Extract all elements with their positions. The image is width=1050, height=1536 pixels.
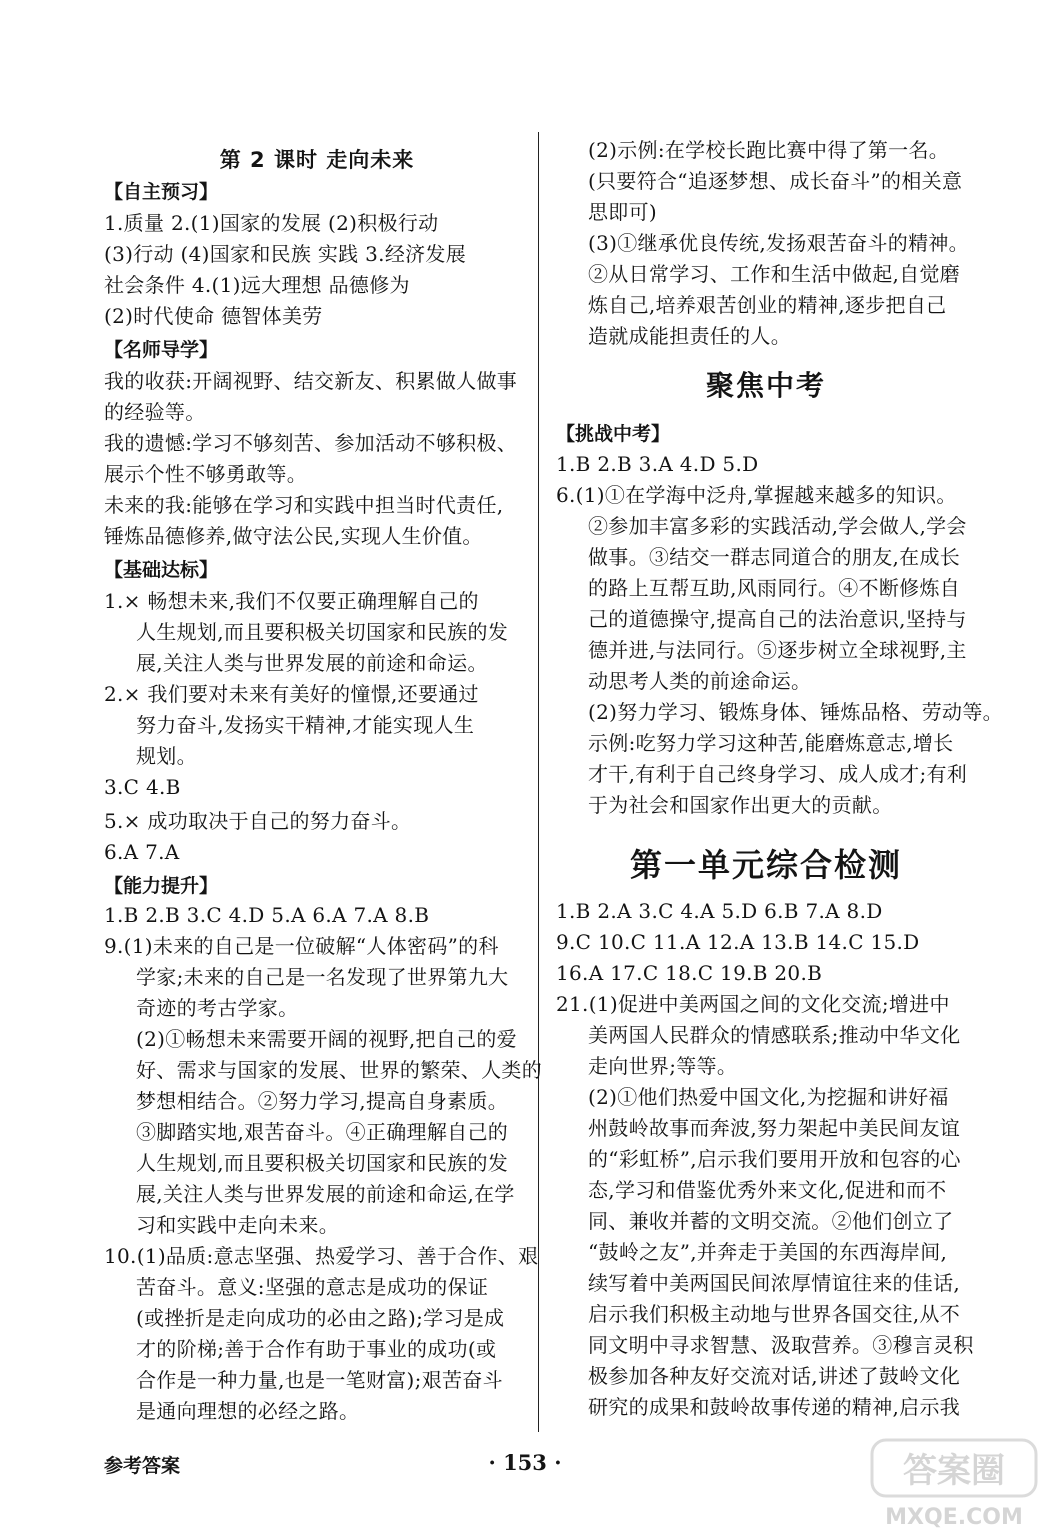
text-line: 于为社会和国家作出更大的贡献。	[588, 793, 893, 817]
unit-test-heading: 第一单元综合检测	[629, 846, 902, 884]
text-line: 思即可)	[588, 200, 658, 224]
page-number: · 153 ·	[488, 1450, 562, 1475]
text-line: 才干,有利于自己终身学习、成人成才;有利	[588, 762, 968, 786]
text-line: 2.× 我们要对未来有美好的憧憬,还要通过	[104, 682, 479, 706]
text-line: 好、需求与国家的发展、世界的繁荣、人类的	[136, 1058, 542, 1082]
focus-exam-heading: 聚焦中考	[705, 369, 826, 402]
text-line: 我的收获:开阔视野、结交新友、积累做人做事	[104, 369, 518, 393]
footer-answer-label: 参考答案	[104, 1455, 181, 1477]
text-line: 展,关注人类与世界发展的前途和命运,在学	[136, 1182, 515, 1206]
text-line: 奇迹的考古学家。	[136, 996, 299, 1020]
text-line: 1.B 2.B 3.C 4.D 5.A 6.A 7.A 8.B	[104, 903, 430, 927]
text-line: (2)示例:在学校长跑比赛中得了第一名。	[588, 138, 950, 162]
text-line: 苦奋斗。意义:坚强的意志是成功的保证	[136, 1275, 489, 1299]
text-line: 才的阶梯;善于合作有助于事业的成功(或	[136, 1337, 497, 1361]
text-line: 16.A 17.C 18.C 19.B 20.B	[556, 961, 823, 985]
text-line: 研究的成果和鼓岭故事传递的精神,启示我	[588, 1395, 961, 1419]
watermark-bottom-text: MXQE.COM	[885, 1505, 1023, 1530]
text-line: 6.(1)①在学海中泛舟,掌握越来越多的知识。	[556, 483, 957, 507]
text-line: 同、兼收并蓄的文明交流。②他们创立了	[588, 1209, 954, 1233]
text-line: (2)①畅想未来需要开阔的视野,把自己的爱	[136, 1027, 517, 1051]
text-line: 态,学习和借鉴优秀外来文化,促进和而不	[588, 1178, 947, 1202]
watermark-top-text: 答案圈	[903, 1451, 1005, 1491]
text-line: (3)行动 (4)国家和民族 实践 3.经济发展	[104, 242, 467, 266]
text-line: 展,关注人类与世界发展的前途和命运。	[136, 651, 488, 675]
section-basic-heading: 【基础达标】	[104, 559, 219, 581]
text-line: 造就成能担责任的人。	[588, 324, 791, 348]
text-line: (3)①继承优良传统,发扬艰苦奋斗的精神。	[588, 231, 969, 255]
lesson-title: 第 2 课时 走向未来	[219, 148, 415, 172]
text-line: 启示我们积极主动地与世界各国交往,从不	[588, 1302, 961, 1326]
text-line: 同文明中寻求智慧、汲取营养。③穆言灵积	[588, 1333, 974, 1357]
text-line: 走向世界;等等。	[588, 1054, 738, 1078]
text-line: 5.× 成功取决于自己的努力奋斗。	[104, 809, 412, 833]
text-line: (只要符合“追逐梦想、成长奋斗”的相关意	[588, 169, 963, 193]
text-line: (2)时代使命 德智体美劳	[104, 304, 323, 328]
section-guide-heading: 【名师导学】	[104, 339, 219, 361]
text-line: 10.(1)品质:意志坚强、热爱学习、善于合作、艰	[104, 1244, 539, 1268]
text-line: 1.B 2.B 3.A 4.D 5.D	[556, 452, 759, 476]
text-line: ②参加丰富多彩的实践活动,学会做人,学会	[588, 514, 967, 538]
text-line: 炼自己,培养艰苦创业的精神,逐步把自己	[588, 293, 947, 317]
text-line: ②从日常学习、工作和生活中做起,自觉磨	[588, 262, 961, 286]
text-line: 习和实践中走向未来。	[136, 1213, 339, 1237]
text-line: 动思考人类的前途命运。	[588, 669, 812, 693]
text-line: 展示个性不够勇敢等。	[104, 462, 307, 486]
text-line: 人生规划,而且要积极关切国家和民族的发	[136, 620, 509, 644]
text-line: 的路上互帮互助,风雨同行。④不断修炼自	[588, 576, 961, 600]
text-line: 续写着中美两国民间浓厚情谊往来的佳话,	[588, 1271, 961, 1295]
text-line: 己的道德操守,提高自己的法治意识,坚持与	[588, 607, 967, 631]
text-line: 9.C 10.C 11.A 12.A 13.B 14.C 15.D	[556, 930, 920, 954]
section-challenge-heading: 【挑战中考】	[556, 423, 671, 445]
text-line: 21.(1)促进中美两国之间的文化交流;增进中	[556, 992, 950, 1016]
text-line: 未来的我:能够在学习和实践中担当时代责任,	[104, 493, 504, 517]
text-line: 合作是一种力量,也是一笔财富);艰苦奋斗	[136, 1368, 503, 1392]
section-preview-heading: 【自主预习】	[104, 181, 219, 203]
text-line: 的经验等。	[104, 400, 206, 424]
text-line: 梦想相结合。②努力学习,提高自身素质。	[136, 1089, 509, 1113]
text-line: 6.A 7.A	[104, 840, 180, 864]
text-line: 努力奋斗,发扬实干精神,才能实现人生	[136, 713, 475, 737]
text-line: (2)①他们热爱中国文化,为挖掘和讲好福	[588, 1085, 949, 1109]
column-divider	[538, 132, 539, 1432]
text-line: 9.(1)未来的自己是一位破解“人体密码”的科	[104, 934, 499, 958]
text-line: 1.B 2.A 3.C 4.A 5.D 6.B 7.A 8.D	[556, 899, 883, 923]
text-line: 社会条件 4.(1)远大理想 品德修为	[104, 273, 410, 297]
text-line: 示例:吃努力学习这种苦,能磨炼意志,增长	[588, 731, 954, 755]
text-line: 的“彩虹桥”,启示我们要用开放和包容的心	[588, 1147, 961, 1171]
text-line: 做事。③结交一群志同道合的朋友,在成长	[588, 545, 961, 569]
section-ability-heading: 【能力提升】	[104, 875, 219, 897]
text-line: 州鼓岭故事而奔波,努力架起中美民间友谊	[588, 1116, 961, 1140]
text-line: 我的遗憾:学习不够刻苦、参加活动不够积极、	[104, 431, 518, 455]
text-line: 人生规划,而且要积极关切国家和民族的发	[136, 1151, 509, 1175]
text-line: (2)努力学习、锻炼身体、锤炼品格、劳动等。	[588, 700, 1003, 724]
text-line: 1.× 畅想未来,我们不仅要正确理解自己的	[104, 589, 479, 613]
text-line: ③脚踏实地,艰苦奋斗。④正确理解自己的	[136, 1120, 509, 1144]
text-line: 3.C 4.B	[104, 775, 181, 799]
text-line: 学家;未来的自己是一名发现了世界第九大	[136, 965, 509, 989]
text-line: 是通向理想的必经之路。	[136, 1399, 360, 1423]
text-line: 美两国人民群众的情感联系;推动中华文化	[588, 1023, 961, 1047]
text-line: 1.质量 2.(1)国家的发展 (2)积极行动	[104, 211, 439, 235]
text-line: 德并进,与法同行。⑤逐步树立全球视野,主	[588, 638, 967, 662]
text-line: (或挫折是走向成功的必由之路);学习是成	[136, 1306, 505, 1330]
text-line: 锤炼品德修养,做守法公民,实现人生价值。	[104, 524, 483, 548]
text-line: 规划。	[136, 744, 197, 768]
text-line: 极参加各种友好交流对话,讲述了鼓岭文化	[588, 1364, 961, 1388]
watermark-logo	[868, 1436, 1040, 1532]
text-line: “鼓岭之友”,并奔走于美国的东西海岸间,	[588, 1240, 948, 1264]
